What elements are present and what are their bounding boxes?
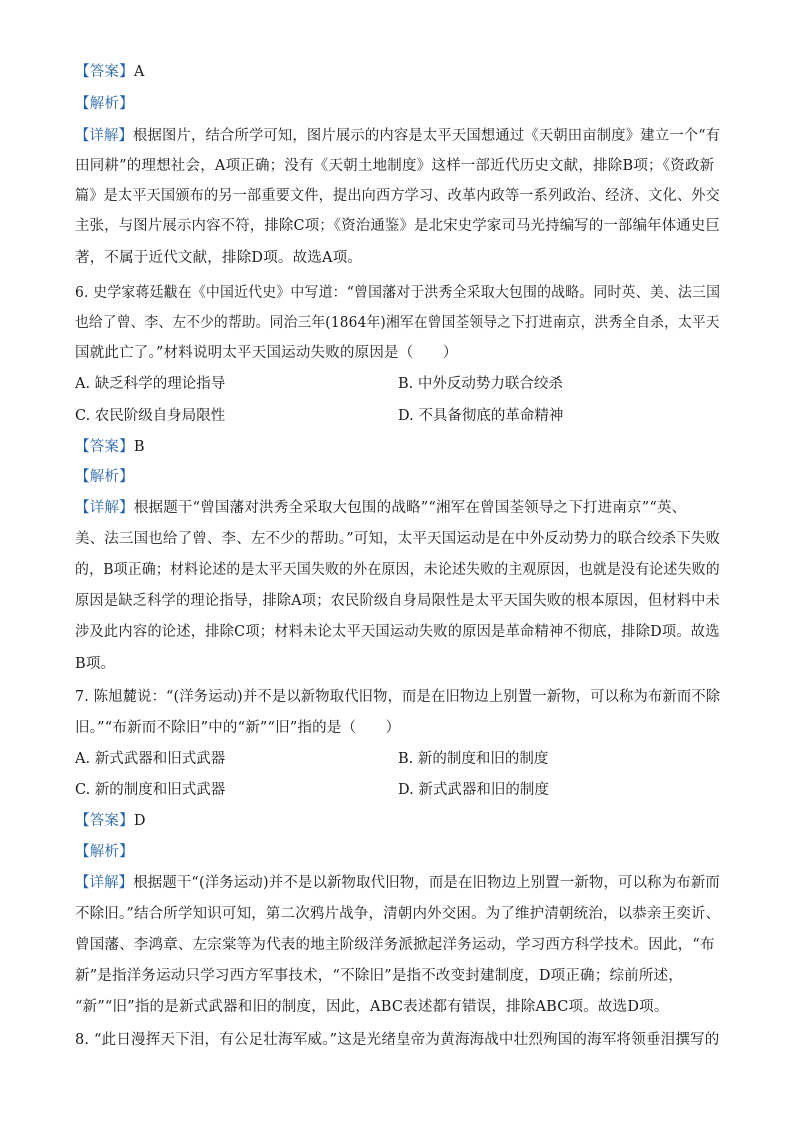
- option-b: B. 中外反动势力联合绞杀: [398, 376, 563, 392]
- detail-line: 【详解】根据图片，结合所学可知，图片展示的内容是太平天国想通过《天朝田亩制度》建立一个“有: [75, 128, 721, 144]
- detail-line: 涉及此内容的论述，排除C项；材料未论太平天国运动失败的原因是革命精神不彻底，排除D项。故选: [75, 624, 720, 640]
- detail-tag: 【详解】: [75, 875, 134, 891]
- question-stem-line: 6. 史学家蒋廷黻在《中国近代史》中写道：“曾国藩对于洪秀全采取大包围的战略。同时英、美、法三国: [75, 285, 721, 301]
- option-c: C. 新的制度和旧式武器: [75, 782, 226, 798]
- answer-tag: 【答案】: [75, 813, 134, 829]
- detail-line: 曾国藩、李鸿章、左宗棠等为代表的地主阶级洋务派掀起洋务运动，学习西方科学技术。因此，“布: [75, 937, 715, 953]
- question-stem-line: 8. “此日漫挥天下泪，有公足壮海军威。”这是光绪皇帝为黄海海战中壮烈殉国的海军将领垂泪撰写的: [75, 1032, 720, 1048]
- answer-tag: 【答案】: [75, 64, 134, 80]
- answer-value: A: [133, 64, 145, 80]
- option-d: D. 新式武器和旧的制度: [398, 782, 549, 798]
- detail-line: B项。: [75, 656, 116, 672]
- detail-line: 【详解】根据题干“曾国藩对洪秀全采取大包围的战略”“湘军在曾国荃领导之下打进南京”“英、: [75, 500, 687, 516]
- detail-line: 原因是缺乏科学的理论指导，排除A项；农民阶级自身局限性是太平天国失败的根本原因，但材料中未: [75, 593, 720, 609]
- detail-line: 田同耕”的理想社会，A项正确；没有《天朝土地制度》这样一部近代历史文献，排除B项；《资政新: [75, 158, 715, 174]
- option-b: B. 新的制度和旧的制度: [398, 751, 549, 767]
- answer-value: D: [133, 813, 146, 829]
- option-a: A. 新式武器和旧式武器: [75, 751, 226, 767]
- analysis-tag: 【解析】: [75, 96, 134, 112]
- analysis-tag: 【解析】: [75, 844, 134, 860]
- question-stem-line: 7. 陈旭麓说：“(洋务运动)并不是以新物取代旧物，而是在旧物边上别置一新物，可以称为布新而不除: [75, 689, 721, 705]
- answer-line: [75, 811, 146, 831]
- detail-line: 新”是指洋务运动只学习西方军事技术，“不除旧”是指不改变封建制度，D项正确；综前所述，: [75, 968, 683, 984]
- question-stem-line: 也给了曾、李、左不少的帮助。同治三年(1864年)湘军在曾国荃领导之下打进南京，洪秀全自杀，太平天: [75, 315, 720, 331]
- detail-line: 的，B项正确；材料论述的是太平天国失败的外在原因，未论述失败的主观原因，也就是没有论述失败的: [75, 562, 720, 578]
- question-stem-line: 旧。”“布新而不除旧”中的“新”“旧”指的是（ ）: [75, 720, 401, 736]
- option-a: A. 缺乏科学的理论指导: [75, 376, 226, 392]
- answer-line: [75, 437, 145, 457]
- detail-line: “新”“旧”指的是新式武器和旧的制度，因此，ABC表述都有错误，排除ABC项。故选D项。: [75, 999, 669, 1015]
- detail-line: 不除旧。”结合所学知识可知，第二次鸦片战争，清朝内外交困。为了维护清朝统治，以恭亲王奕䜣、: [75, 906, 721, 922]
- detail-line: 美、法三国也给了曾、李、左不少的帮助。”可知，太平天国运动是在中外反动势力的联合绞杀下失败: [75, 531, 721, 547]
- answer-tag: 【答案】: [75, 439, 134, 455]
- detail-tag: 【详解】: [75, 128, 133, 144]
- detail-line: 主张，与图片展示内容不符，排除C项；《资治通鉴》是北宋史学家司马光持编写的一部编年体通史巨: [75, 218, 720, 234]
- detail-line: 著，不属于近代文献，排除D项。故选A项。: [75, 250, 363, 266]
- analysis-tag: 【解析】: [75, 469, 134, 485]
- answer-value: B: [133, 439, 145, 455]
- option-d: D. 不具备彻底的革命精神: [398, 408, 564, 424]
- detail-line: 【详解】根据题干“(洋务运动)并不是以新物取代旧物，而是在旧物边上别置一新物，可以称为布新而: [75, 875, 720, 891]
- question-stem-line: 国就此亡了。”材料说明太平天国运动失败的原因是（ ）: [75, 345, 458, 361]
- detail-line: 篇》是太平天国颁布的另一部重要文件，提出向西方学习、改革内政等一系列政治、经济、文化、外交: [75, 188, 720, 204]
- detail-tag: 【详解】: [75, 500, 134, 516]
- option-c: C. 农民阶级自身局限性: [75, 408, 226, 424]
- answer-line: [75, 62, 144, 82]
